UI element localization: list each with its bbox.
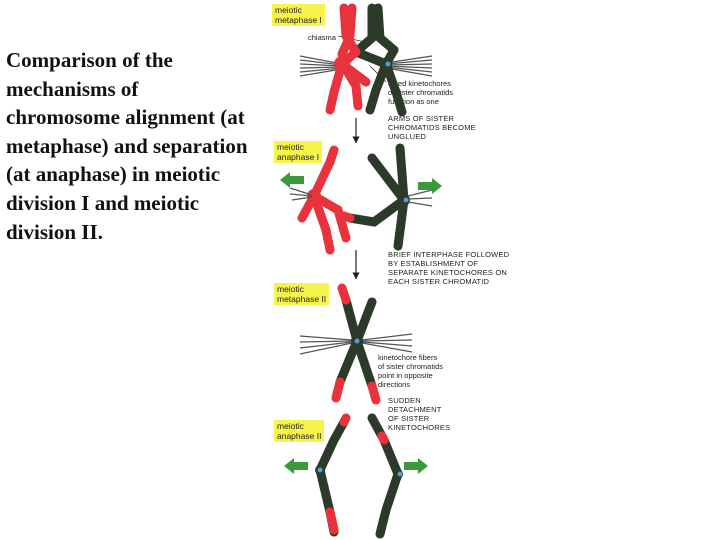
annotation-fused-kinetochores: fused kinetochores of sister chromatids function as one xyxy=(388,79,454,106)
metaphase-2-chromosome xyxy=(300,288,412,400)
pole-arrow-right-2 xyxy=(404,458,428,474)
anaphase-2-chromatids xyxy=(284,418,428,534)
annotation-arms-unglued: ARMS OF SISTER CHROMATIDS BECOME UNGLUED xyxy=(388,114,476,141)
annotation-brief-interphase: BRIEF INTERPHASE FOLLOWED BY ESTABLISHMENT OF SEPARATE KINETOCHORES ON EACH SISTER CHROMATID xyxy=(388,250,510,286)
metaphase-1-bivalent xyxy=(300,8,432,112)
stage-label-metaphase-2: meiotic metaphase II xyxy=(274,283,329,305)
annotation-sudden-detachment: SUDDEN DETACHMENT OF SISTER KINETOCHORES xyxy=(388,396,451,432)
pole-arrow-left-2 xyxy=(284,458,308,474)
figure-caption: Comparison of the mechanisms of chromosome alignment (at metaphase) and separation (at anaphase) in meiotic division I and meiotic division II. xyxy=(6,48,248,244)
annotation-kinetochore-fibers: kinetochore fibers of sister chromatids point in opposite directions xyxy=(378,353,444,389)
pole-arrow-right-1 xyxy=(418,178,442,194)
stage-label-anaphase-1: meiotic anaphase I xyxy=(274,141,322,163)
annotation-chiasma: chiasma xyxy=(308,33,336,42)
stage-label-anaphase-2: meiotic anaphase II xyxy=(274,420,324,442)
anaphase-1-homologs xyxy=(280,148,442,250)
pole-arrow-left-1 xyxy=(280,172,304,188)
stage-label-metaphase-1: meiotic metaphase I xyxy=(272,4,325,26)
